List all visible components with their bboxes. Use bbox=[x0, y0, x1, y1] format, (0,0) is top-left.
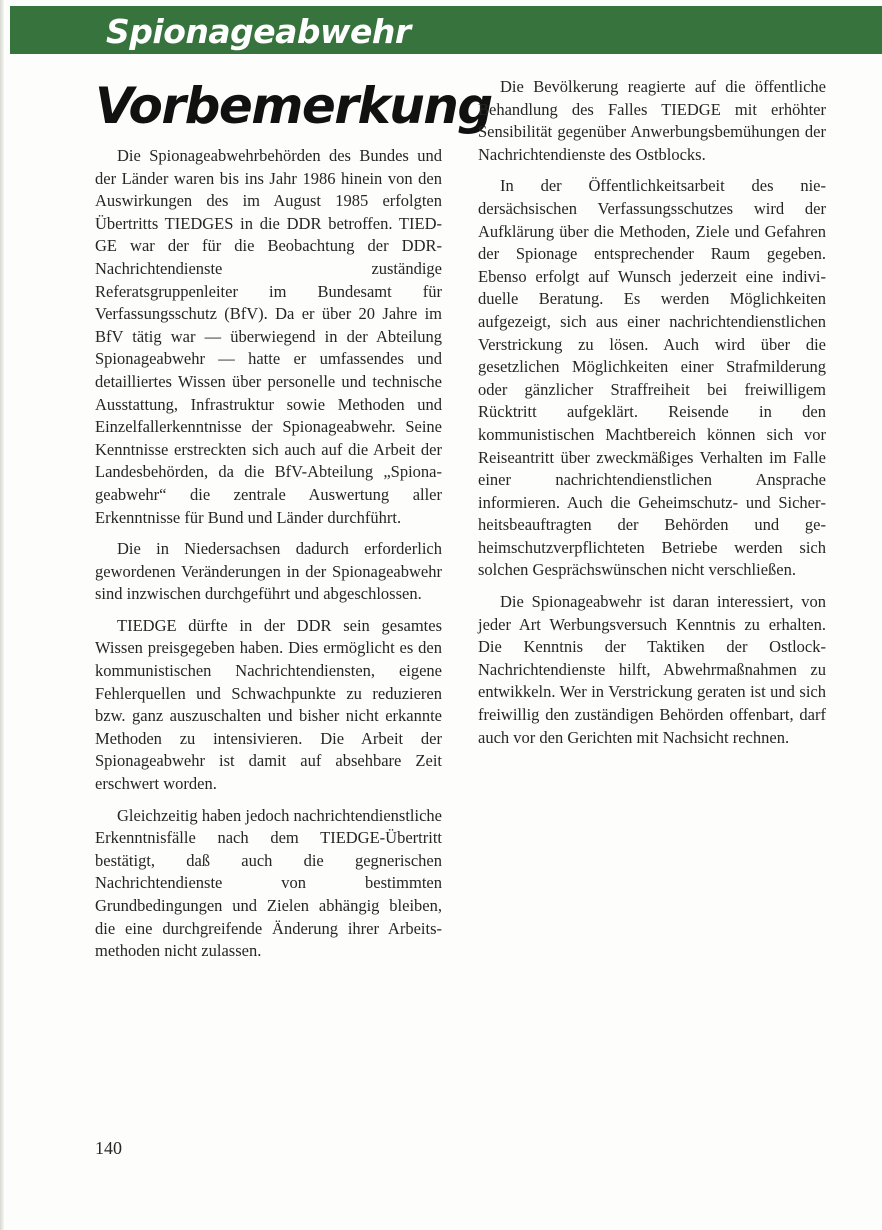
page-edge bbox=[0, 0, 4, 1230]
paragraph: TIEDGE dürfte in der DDR sein gesamtes Wissen preisgegeben haben. Dies ermöglicht es den kommunistischen Nachrichtendiensten, eigene Fehlerquellen und Schwachpunkte zu reduzieren bzw. ganz auszuschalten und bisher nicht erkannte Methoden zu intensivieren. Die Arbeit der Spionageabwehr ist damit auf absehbare Zeit erschwert worden. bbox=[95, 615, 442, 794]
section-header-band bbox=[10, 6, 882, 54]
paragraph: Die Spionageabwehr ist daran interessiert, von jeder Art Werbungsversuch Kenntnis zu erhalten. Die Kenntnis der Taktiken der Ostlock-Nachrichtendienste hilft, Abwehrmaßnahmen zu entwikkeln. Wer in Verstrickung geraten ist und sich freiwillig den zuständigen Behörden offenbart, darf auch vor den Gerichten mit Nachsicht rechnen. bbox=[478, 592, 826, 747]
section-title: Spionageabwehr bbox=[106, 12, 411, 51]
paragraph: Gleichzeitig haben jedoch nachrichtendienstliche Erkenntnisfälle nach dem TIEDGE-Übertritt bestätigt, daß auch die gegnerischen Nachrichtendienste von bestimmten Grundbedingungen und Zielen abhängig bleiben, die eine durchgreifende Änderung ihrer Arbeitsmethoden nicht zulassen. bbox=[95, 805, 442, 961]
right-text-column bbox=[478, 76, 826, 758]
page-title: Vorbemerkung bbox=[95, 77, 492, 135]
paragraph: In der Öffentlichkeitsarbeit des niedersächsischen Verfassungsschutzes wird der Aufklärung über die Methoden, Ziele und Gefahren der Spionage entsprechender Raum gegeben. Ebenso erfolgt auf Wunsch jederzeit eine individuelle Beratung. Es werden Möglichkeiten aufgezeigt, sich aus einer nachrichtendienstlichen Verstrickung zu lösen. Auch wird über die gesetzlichen Möglichkeiten einer Strafmilderung oder gänzlicher Straffreiheit bei freiwilligem Rücktritt aufgeklärt. Reisende in den kommunistischen Machtbereich können sich vor Reiseantritt über zweckmäßiges Verhalten im Falle einer nachrichtendienstlichen Ansprache informieren. Auch die Geheimschutz- und Sicherheitsbeauftragten der Behörden und geheimschutzverpflichteten Betriebe werden sich solchen Gesprächswünschen nicht verschließen. bbox=[478, 176, 826, 580]
paragraph: Die Bevölkerung reagierte auf die öffentliche Behandlung des Falles TIEDGE mit erhöhter Sensibilität gegenüber Anwerbungsbemühungen der Nachrichtendienste des Ostblocks. bbox=[478, 77, 826, 164]
paragraph: Die Spionageabwehrbehörden des Bundes und der Länder waren bis ins Jahr 1986 hinein von den Auswirkungen des im August 1985 erfolgten Übertritts TIEDGES in die DDR betroffen. TIEDGE war der für die Beobachtung der DDR-Nachrichtendienste zuständige Referatsgruppenleiter im Bundesamt für Verfassungsschutz (BfV). Da er über 20 Jahre im BfV tätig war — überwiegend in der Abteilung Spionageabwehr — hatte er umfassendes und detailliertes Wissen über personelle und technische Ausstattung, Infrastruktur sowie Methoden und Einzelfallerkenntnisse der Spionageabwehr. Seine Kenntnisse erstreckten sich auch auf die Arbeit der Landesbehörden, da die BfV-Abteilung „Spionageabwehr“ die zentrale Auswertung aller Erkenntnisse für Bund und Länder durchführt. bbox=[95, 146, 442, 527]
page-number: 140 bbox=[95, 1138, 122, 1158]
paragraph: Die in Niedersachsen dadurch erforderlich gewordenen Veränderungen in der Spionageabwehr sind inzwischen durchgeführt und abgeschlossen. bbox=[95, 539, 442, 604]
left-text-column bbox=[95, 145, 442, 972]
